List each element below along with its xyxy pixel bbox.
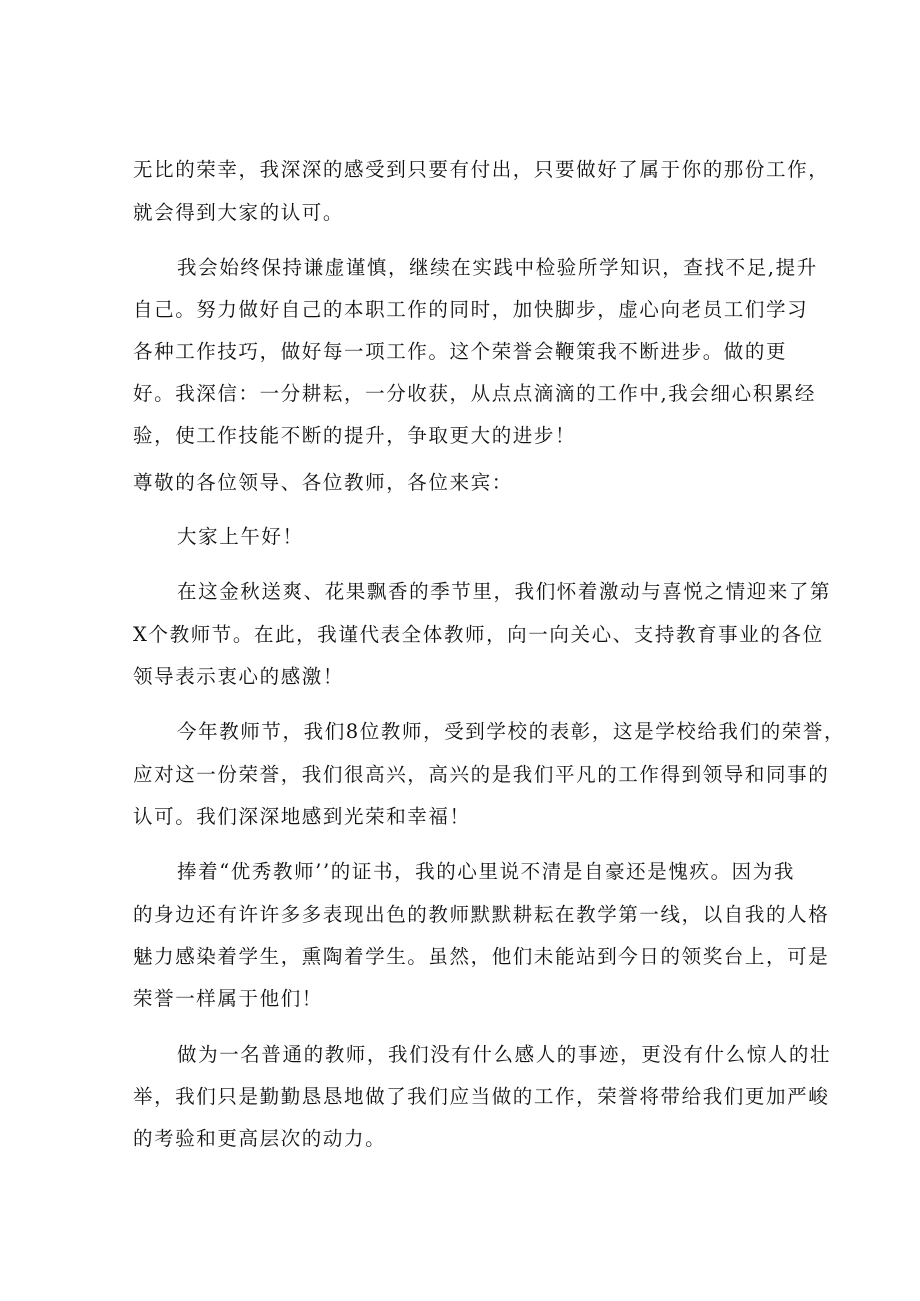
paragraph-5-line-1: 在这金秋送爽、花果飘香的季节里，我们怀着激动与喜悦之情迎来了第: [177, 580, 832, 603]
paragraph-5-line-3: 领导表示衷心的感激！: [133, 665, 345, 688]
paragraph-8-line-1: 做为一名普通的教师，我们没有什么感人的事迹，更没有什么惊人的壮: [177, 1043, 832, 1066]
paragraph-6-line-1: 今年教师节，我们8位教师，受到学校的表彰，这是学校给我们的荣誉，: [177, 720, 846, 743]
salutation-line: 尊敬的各位领导、各位教师，各位来宾：: [133, 471, 513, 494]
paragraph-2-line-3: 各种工作技巧，做好每一项工作。这个荣誉会鞭策我不断进步。做的更: [133, 340, 788, 363]
paragraph-6-line-2: 应对这一份荣誉，我们很高兴，高兴的是我们平凡的工作得到领导和同事的: [133, 763, 830, 786]
paragraph-7-line-4: 荣誉一样属于他们！: [133, 987, 323, 1010]
paragraph-8-line-3: 的考验和更高层次的动力。: [133, 1127, 387, 1150]
paragraph-7-line-1: 捧着“优秀教师’’的证书，我的心里说不清是自豪还是愧疚。因为我: [177, 860, 795, 883]
paragraph-2-line-1: 我会始终保持谦虚谨慎，继续在实践中检验所学知识，查找不足,提升: [177, 256, 818, 279]
paragraph-7-line-2: 的身边还有许许多多表现出色的教师默默耕耘在教学第一线，以自我的人格: [133, 903, 830, 926]
paragraph-7-line-3: 魅力感染着学生，熏陶着学生。虽然，他们未能站到今日的领奖台上，可是: [133, 945, 830, 968]
paragraph-1-line-2: 就会得到大家的认可。: [133, 201, 345, 224]
paragraph-5-line-2: X个教师节。在此，我谨代表全体教师，向一向关心、支持教育事业的各位: [133, 623, 824, 646]
paragraph-6-line-3: 认可。我们深深地感到光荣和幸福！: [133, 805, 471, 828]
paragraph-8-line-2: 举，我们只是勤勤恳恳地做了我们应当做的工作，荣誉将带给我们更加严峻: [133, 1085, 830, 1108]
paragraph-2-line-5: 验，使工作技能不断的提升，争取更大的进步！: [133, 424, 577, 447]
greeting-line: 大家上午好！: [177, 525, 304, 548]
paragraph-2-line-2: 自己。努力做好自己的本职工作的同时，加快脚步，虚心向老员工们学习: [133, 298, 809, 321]
paragraph-2-line-4: 好。我深信：一分耕耘，一分收获，从点点滴滴的工作中,我会细心积累经: [133, 382, 816, 405]
paragraph-1-line-1: 无比的荣幸，我深深的感受到只要有付出，只要做好了属于你的那份工作，: [133, 158, 830, 181]
